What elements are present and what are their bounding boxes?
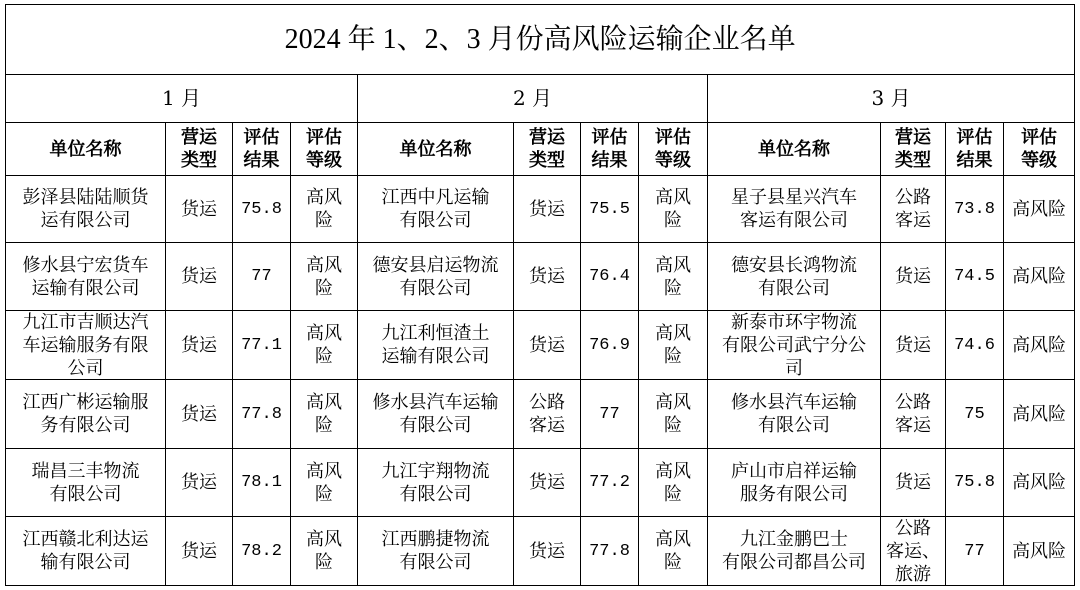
company-name-cell [358,449,514,517]
assessment-score-cell [233,380,291,449]
column-header-risk-level [639,123,708,176]
operation-type-cell [514,311,581,380]
assessment-score-cell [233,243,291,311]
company-name-cell-text: 江西中凡运输 有限公司 [381,187,490,231]
company-name-cell-text: 江西鹏捷物流 有限公司 [381,529,490,573]
table-row [6,243,1075,311]
company-name-cell [708,311,881,380]
risk-level-cell-text: 高风险 [305,529,342,573]
company-name-cell-text: 修水县宁宏货车 运输有限公司 [22,254,149,299]
risk-level-cell [639,311,708,380]
assessment-score-cell [581,243,639,311]
risk-level-cell [639,380,708,449]
column-header-operation-type [514,123,581,176]
month-label: 2 月 [512,86,553,110]
risk-level-cell [291,243,358,311]
assessment-score-cell-text: 77.8 [589,541,630,561]
column-header-company-name-text: 单位名称 [49,138,122,160]
risk-level-cell [291,380,358,449]
risk-level-cell [291,517,358,586]
company-name-cell [708,243,881,311]
company-name-cell [6,176,166,243]
risk-level-cell [1004,311,1075,380]
column-header-row [6,123,1075,176]
column-header-company-name-text: 单位名称 [399,138,472,160]
assessment-score-cell [946,176,1004,243]
operation-type-cell-text: 货运 [181,472,217,493]
company-name-cell [6,311,166,380]
risk-level-cell-text: 高风险 [654,323,691,367]
assessment-score-cell-text: 75 [964,404,985,424]
risk-level-cell [1004,517,1075,586]
assessment-score-cell [946,380,1004,449]
operation-type-cell [166,449,233,517]
assessment-score-cell [233,517,291,586]
assessment-score-cell-text: 74.6 [954,335,995,355]
assessment-score-cell [233,176,291,243]
assessment-score-cell-text: 77.8 [241,404,282,424]
risk-level-cell-text: 高风险 [305,323,342,367]
company-name-cell-text: 新泰市环宇物流 有限公司武宁分公 司 [722,311,866,379]
assessment-score-cell [233,311,291,380]
company-name-cell [358,311,514,380]
risk-level-cell-text: 高风险 [1012,198,1067,220]
company-name-cell [358,176,514,243]
column-header-operation-type [166,123,233,176]
company-name-cell-text: 庐山市启祥运输 服务有限公司 [731,460,857,505]
operation-type-cell [166,380,233,449]
company-name-cell-text: 九江金鹏巴士 有限公司都昌公司 [722,529,866,573]
assessment-score-cell [581,449,639,517]
column-header-operation-type-text: 营运类型 [528,127,565,171]
operation-type-cell-text: 货运 [181,540,217,562]
operation-type-cell [514,449,581,517]
column-header-operation-type-text: 营运类型 [180,127,217,171]
assessment-score-cell [581,380,639,449]
operation-type-cell-text: 公路 客运 [895,187,931,231]
operation-type-cell-text: 货运 [181,198,217,220]
column-header-assessment-score-text: 评估结果 [591,127,628,171]
risk-level-cell-text: 高风险 [1012,540,1067,562]
company-name-cell [708,449,881,517]
high-risk-enterprise-table [5,4,1075,586]
company-name-cell [6,243,166,311]
risk-level-cell-text: 高风险 [654,392,691,436]
operation-type-cell-text: 货运 [529,334,565,356]
operation-type-cell-text: 货运 [529,266,565,287]
column-header-risk-level-text: 评估等级 [305,127,342,171]
month-header-1 [6,75,358,123]
company-name-cell [708,517,881,586]
assessment-score-cell-text: 76.4 [589,267,630,286]
operation-type-cell-text: 货运 [895,266,931,287]
company-name-cell [708,380,881,449]
assessment-score-cell-text: 77.2 [589,473,630,492]
company-name-cell [6,449,166,517]
operation-type-cell-text: 货运 [181,266,217,287]
risk-level-cell-text: 高风险 [1012,334,1067,356]
column-header-risk-level [1004,123,1075,176]
company-name-cell-text: 江西赣北利达运 输有限公司 [22,529,149,573]
risk-level-cell [1004,243,1075,311]
operation-type-cell [514,176,581,243]
risk-level-cell [639,243,708,311]
risk-level-cell [639,176,708,243]
operation-type-cell-text: 货运 [181,334,217,356]
risk-level-cell [1004,176,1075,243]
operation-type-cell-text: 货运 [895,334,931,356]
risk-level-cell [639,449,708,517]
operation-type-cell-text: 公路 客运 [529,392,565,436]
column-header-assessment-score [233,123,291,176]
assessment-score-cell [946,243,1004,311]
assessment-score-cell [946,449,1004,517]
month-label: 3 月 [871,86,911,110]
column-header-risk-level-text: 评估等级 [654,127,691,171]
table-row [6,449,1075,517]
risk-level-cell-text: 高风险 [654,187,691,231]
column-header-company-name-text: 单位名称 [758,138,830,160]
column-header-operation-type-text: 营运类型 [894,127,931,171]
operation-type-cell [881,449,946,517]
operation-type-cell [881,243,946,311]
risk-level-cell-text: 高风险 [305,392,342,436]
table-title [6,5,1075,75]
company-name-cell [358,380,514,449]
company-name-cell [358,517,514,586]
operation-type-cell [881,311,946,380]
risk-level-cell [291,176,358,243]
assessment-score-cell [946,311,1004,380]
operation-type-cell [514,380,581,449]
assessment-score-cell-text: 75.8 [241,199,282,219]
operation-type-cell [514,243,581,311]
month-label: 1 月 [161,86,202,110]
column-header-risk-level [291,123,358,176]
assessment-score-cell-text: 77 [964,541,985,561]
month-header-3 [708,75,1075,123]
risk-level-cell-text: 高风险 [305,254,342,299]
table-body [6,176,1075,586]
table-row [6,311,1075,380]
operation-type-cell-text: 货运 [181,403,217,425]
risk-level-cell [291,311,358,380]
assessment-score-cell-text: 73.8 [954,199,995,219]
operation-type-cell [881,380,946,449]
column-header-assessment-score-text: 评估结果 [243,127,280,171]
operation-type-cell [881,176,946,243]
assessment-score-cell-text: 76.9 [589,335,630,355]
month-header-2 [358,75,708,123]
month-row [6,75,1075,123]
operation-type-cell [881,517,946,586]
assessment-score-cell [581,517,639,586]
table-row [6,176,1075,243]
risk-level-cell [1004,449,1075,517]
company-name-cell-text: 德安县启运物流 有限公司 [372,254,499,299]
risk-level-cell-text: 高风险 [305,187,342,231]
assessment-score-cell-text: 77 [251,267,272,286]
operation-type-cell-text: 货运 [895,472,931,493]
title-row [6,5,1075,75]
risk-level-cell-text: 高风险 [1012,266,1067,287]
company-name-cell [708,176,881,243]
operation-type-cell [514,517,581,586]
operation-type-cell [166,311,233,380]
operation-type-cell [166,243,233,311]
column-header-assessment-score [946,123,1004,176]
company-name-cell-text: 江西广彬运输服 务有限公司 [22,392,149,436]
company-name-cell-text: 修水县汽车运输 有限公司 [731,392,857,436]
assessment-score-cell [233,449,291,517]
company-name-cell [6,517,166,586]
risk-level-cell-text: 高风险 [1012,472,1067,493]
company-name-cell-text: 九江利恒渣土 运输有限公司 [381,323,490,367]
table-row [6,517,1075,586]
operation-type-cell-text: 货运 [529,540,565,562]
company-name-cell-text: 修水县汽车运输 有限公司 [372,392,499,436]
column-header-assessment-score-text: 评估结果 [956,127,993,171]
assessment-score-cell-text: 77.1 [241,335,282,355]
risk-level-cell-text: 高风险 [654,460,691,505]
assessment-score-cell [581,311,639,380]
column-header-operation-type [881,123,946,176]
assessment-score-cell-text: 78.1 [241,473,282,492]
column-header-company-name [358,123,514,176]
assessment-score-cell-text: 75.5 [589,199,630,219]
company-name-cell-text: 瑞昌三丰物流 有限公司 [31,460,140,505]
risk-level-cell-text: 高风险 [305,460,342,505]
operation-type-cell [166,517,233,586]
column-header-company-name [6,123,166,176]
risk-level-cell-text: 高风险 [1012,403,1067,425]
assessment-score-cell-text: 74.5 [954,267,995,286]
column-header-risk-level-text: 评估等级 [1021,127,1058,171]
risk-level-cell [1004,380,1075,449]
company-name-cell [358,243,514,311]
column-header-assessment-score [581,123,639,176]
assessment-score-cell [946,517,1004,586]
risk-level-cell [291,449,358,517]
risk-level-cell-text: 高风险 [654,529,691,573]
operation-type-cell-text: 公路 客运 [895,392,931,436]
company-name-cell-text: 彭泽县陆陆顺货 运有限公司 [22,187,149,231]
assessment-score-cell-text: 77 [599,404,620,424]
assessment-score-cell-text: 78.2 [241,541,282,561]
company-name-cell [6,380,166,449]
operation-type-cell-text: 公路 客运、 旅游 [886,517,940,585]
assessment-score-cell-text: 75.8 [954,473,995,492]
assessment-score-cell [581,176,639,243]
operation-type-cell-text: 货运 [529,472,565,493]
table-row [6,380,1075,449]
operation-type-cell [166,176,233,243]
company-name-cell-text: 九江市吉顺达汽 车运输服务有限 公司 [22,311,149,379]
risk-level-cell [639,517,708,586]
operation-type-cell-text: 货运 [529,198,565,220]
company-name-cell-text: 星子县星兴汽车 客运有限公司 [731,187,857,231]
column-header-company-name [708,123,881,176]
company-name-cell-text: 九江宇翔物流 有限公司 [381,460,490,505]
table-title-text: 2024 年 1、2、3 月份高风险运输企业名单 [284,24,796,55]
risk-level-cell-text: 高风险 [654,254,691,299]
company-name-cell-text: 德安县长鸿物流 有限公司 [731,254,857,299]
